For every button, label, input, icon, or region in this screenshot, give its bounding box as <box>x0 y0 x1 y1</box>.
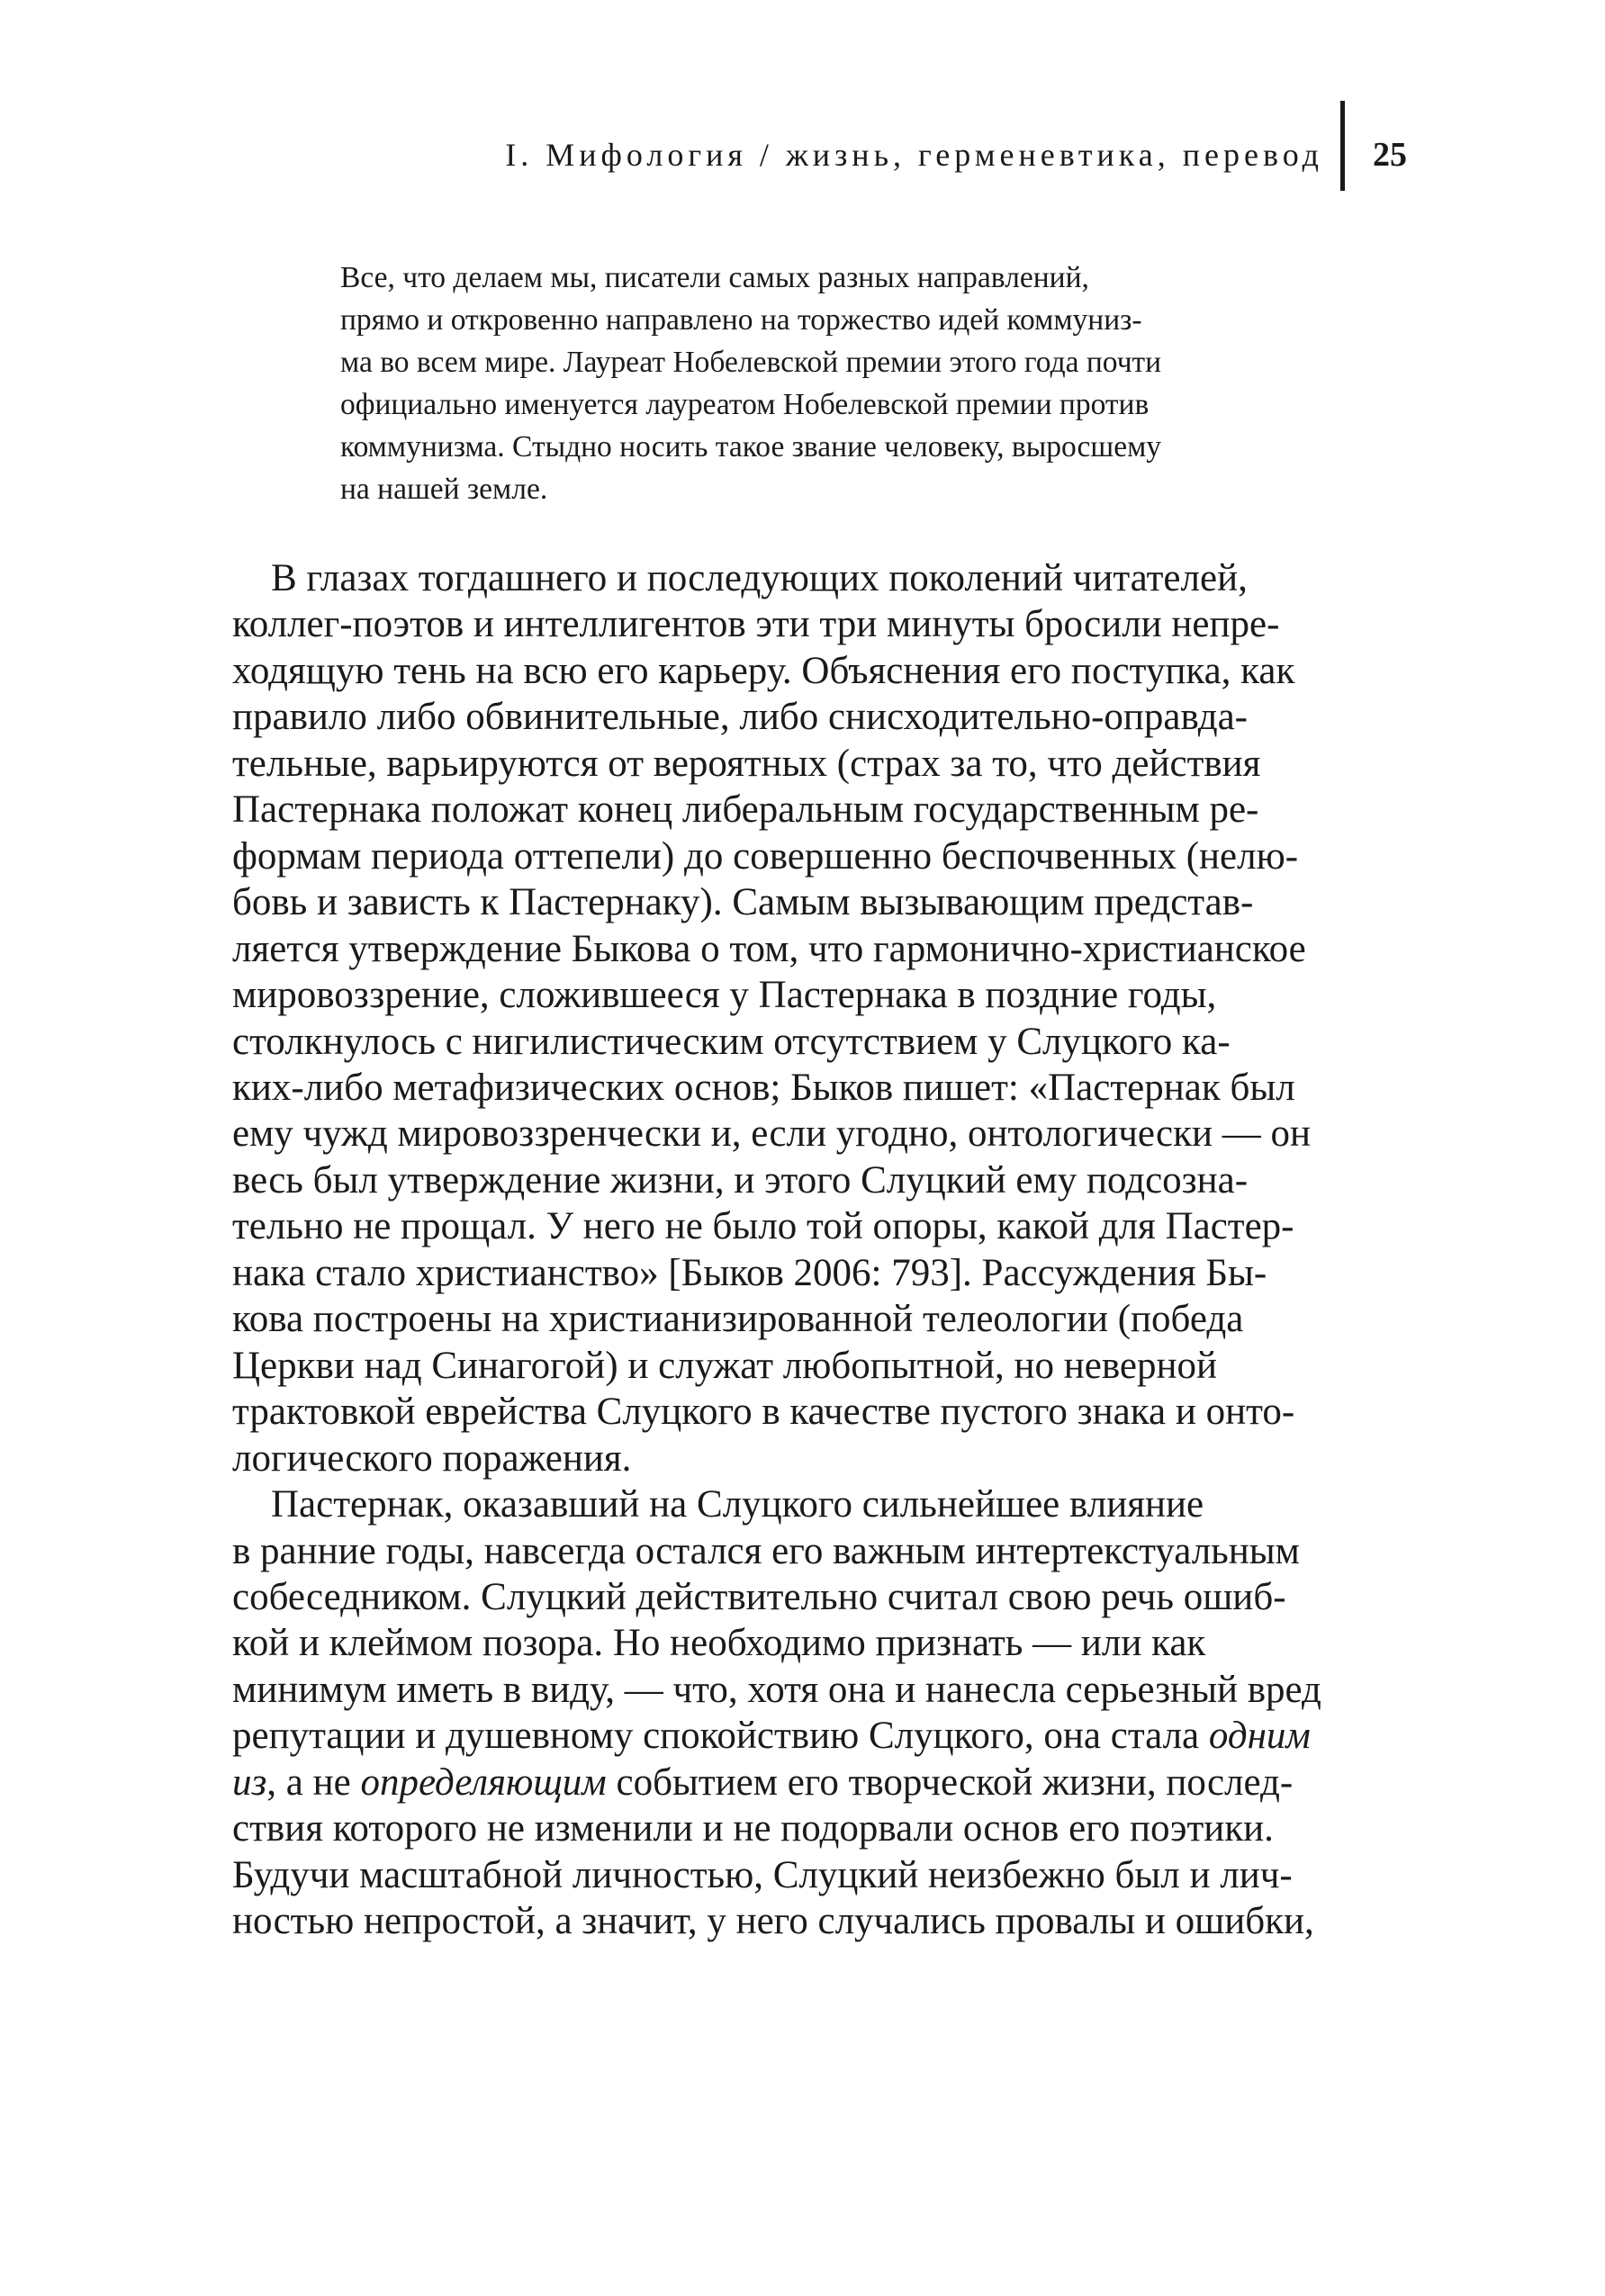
epigraph-quote <box>340 257 1245 510</box>
text-run: , а не <box>266 1760 361 1804</box>
text-line: Пастернак, оказавший на Слуцкого сильнейшее влияние <box>271 1483 1204 1526</box>
epigraph-line: на нашей земле. <box>340 473 548 506</box>
running-header: I. Мифология / жизнь, герменевтика, перевод <box>505 137 1323 173</box>
text-line: ностью непростой, а значит, у него случались провалы и ошибки, <box>232 1900 1314 1943</box>
epigraph-line: Все, что делаем мы, писатели самых разных направлений, <box>340 261 1089 294</box>
text-line <box>232 1760 1347 1805</box>
text-line: мировоззрение, сложившееся у Пастернака в поздние годы, <box>232 974 1217 1017</box>
text-line: столкнулось с нигилистическим отсутствием у Слуцкого ка- <box>232 1020 1231 1063</box>
epigraph-line: прямо и откровенно направлено на торжество идей коммуниз- <box>340 303 1142 337</box>
text-line: Будучи масштабной личностью, Слуцкий неизбежно был и лич- <box>232 1853 1293 1896</box>
text-line: весь был утверждение жизни, и этого Слуцкий ему подсозна- <box>232 1158 1249 1202</box>
text-run: репутации и душевному спокойствию Слуцкого, она стала <box>232 1715 1209 1758</box>
text-line <box>232 1713 1347 1759</box>
text-line: Пастернака положат конец либеральным государственным ре- <box>232 788 1259 832</box>
text-line: ему чужд мировоззренчески и, если угодно, онтологически — он <box>232 1112 1312 1156</box>
text-line: тельные, варьируются от вероятных (страх за то, что действия <box>232 742 1261 785</box>
text-line: собеседником. Слуцкий действительно считал свою речь ошиб- <box>232 1575 1286 1618</box>
text-line: кова построены на христианизированной телеологии (победа <box>232 1298 1244 1341</box>
italic-emphasis: определяющим <box>360 1760 607 1804</box>
text-line: ких-либо метафизических основ; Быков пишет: «Пастернак был <box>232 1066 1295 1109</box>
header-divider <box>1340 101 1345 191</box>
text-line: коллег-поэтов и интеллигентов эти три минуты бросили непре- <box>232 603 1280 646</box>
epigraph-line: официально именуется лауреатом Нобелевской премии против <box>340 388 1150 421</box>
italic-emphasis: одним <box>1208 1715 1311 1758</box>
text-line: ствия которого не изменили и не подорвали основ его поэтики. <box>232 1807 1274 1850</box>
text-line: Церкви над Синагогой) и служат любопытной, но неверной <box>232 1344 1217 1387</box>
italic-emphasis: из <box>232 1760 267 1804</box>
text-line: правило либо обвинительные, либо снисходительно-оправда- <box>232 696 1248 739</box>
text-line: тельно не прощал. У него не было той опоры, какой для Пастер- <box>232 1205 1294 1248</box>
text-line: логического поражения. <box>232 1436 632 1480</box>
text-line: ходящую тень на всю его карьеру. Объяснения его поступка, как <box>232 649 1295 692</box>
text-line: В глазах тогдашнего и последующих поколений читателей, <box>271 557 1248 599</box>
paragraph-1 <box>232 555 1347 1481</box>
text-line: бовь и зависть к Пастернаку). Самым вызывающим представ- <box>232 881 1254 924</box>
text-line: формам периода оттепели) до совершенно беспочвенных (нелю- <box>232 834 1299 878</box>
page-number: 25 <box>1373 136 1407 174</box>
text-line: нака стало христианство» [Быков 2006: 793]. Рассуждения Бы- <box>232 1251 1267 1294</box>
text-line: минимум иметь в виду, — что, хотя она и нанесла серьезный вред <box>232 1668 1321 1711</box>
epigraph-line: коммунизма. Стыдно носить такое звание человеку, выросшему <box>340 430 1162 464</box>
paragraph-2 <box>232 1481 1347 1945</box>
text-line: ляется утверждение Быкова о том, что гармонично-христианское <box>232 927 1306 970</box>
text-line: трактовкой еврейства Слуцкого в качестве пустого знака и онто- <box>232 1391 1295 1434</box>
epigraph-line: ма во всем мире. Лауреат Нобелевской премии этого года почти <box>340 346 1162 379</box>
text-run: событием его творческой жизни, послед- <box>606 1760 1294 1804</box>
text-line: в ранние годы, навсегда остался его важным интертекстуальным <box>232 1529 1300 1572</box>
text-line: кой и клеймом позора. Но необходимо признать — или как <box>232 1622 1206 1665</box>
body-text <box>232 555 1347 1945</box>
